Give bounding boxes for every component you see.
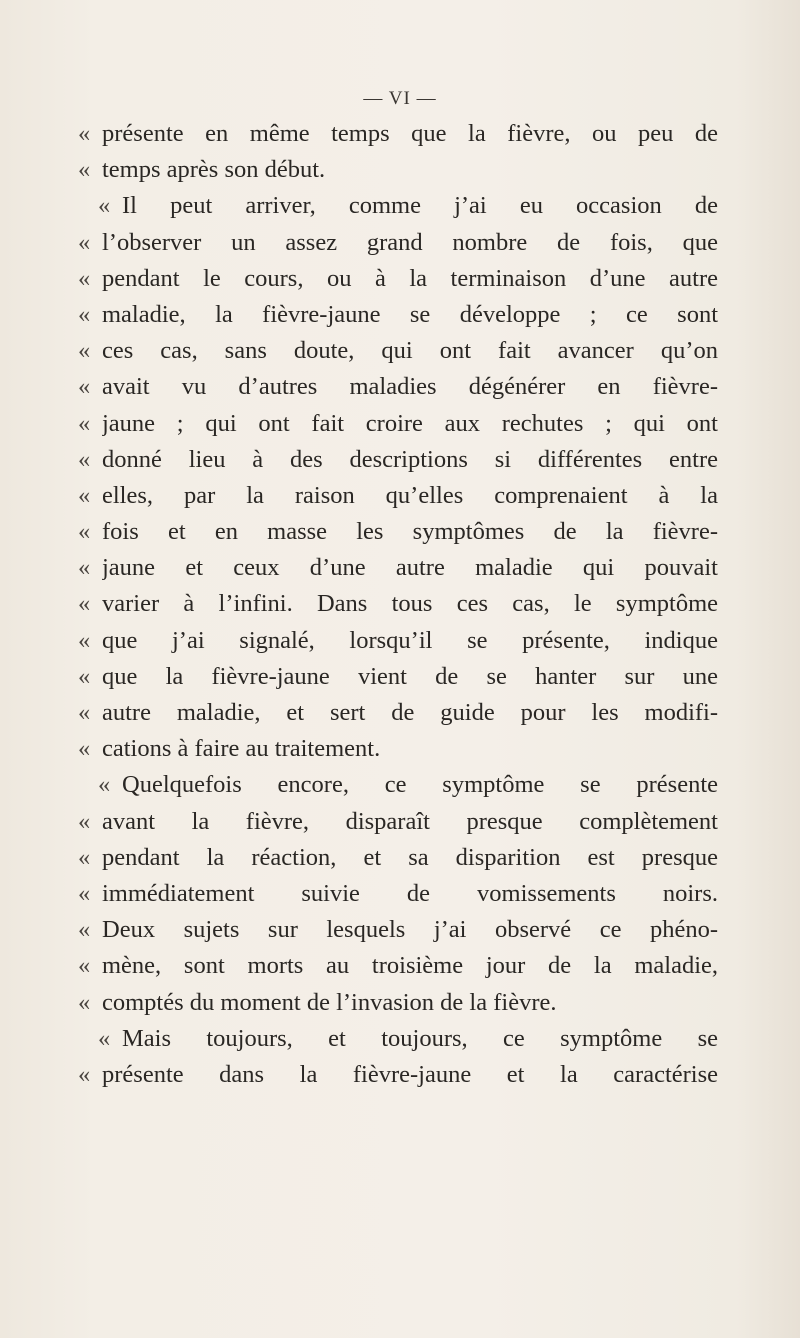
text-line xyxy=(78,948,718,984)
line-text: donné lieu à des descriptions si différentes entre xyxy=(102,445,718,473)
line-text: jaune et ceux d’une autre maladie qui pouvait xyxy=(102,554,718,582)
quote-mark: « xyxy=(78,373,91,401)
text-line xyxy=(78,586,718,622)
body-text xyxy=(78,116,718,1093)
quote-mark: « xyxy=(78,228,91,256)
line-text: présente en même temps que la fièvre, ou peu de xyxy=(102,120,718,147)
line-text: avant la fièvre, disparaît presque complètement xyxy=(102,807,718,835)
text-line xyxy=(78,261,718,297)
line-text: que la fièvre-jaune vient de se hanter sur une xyxy=(102,662,718,690)
text-line xyxy=(78,767,718,803)
quote-mark: « xyxy=(78,807,91,835)
line-text: elles, par la raison qu’elles comprenaient à la xyxy=(102,481,718,509)
quote-mark: « xyxy=(78,662,91,690)
page-number: — VI — xyxy=(363,88,437,109)
quote-mark: « xyxy=(78,156,91,184)
quote-mark: « xyxy=(78,409,91,437)
line-text: temps après son début. xyxy=(102,156,326,184)
text-line xyxy=(78,297,718,333)
line-text: ces cas, sans doute, qui ont fait avancer qu’on xyxy=(102,337,718,365)
quote-mark: « xyxy=(78,300,91,328)
quote-mark: « xyxy=(78,264,91,292)
text-line xyxy=(78,623,718,659)
text-line xyxy=(78,912,718,948)
quote-mark: « xyxy=(78,554,91,582)
text-line xyxy=(78,731,718,767)
quote-mark: « xyxy=(78,843,91,871)
line-text: Il peut arriver, comme j’ai eu occasion de xyxy=(122,192,718,220)
text-line xyxy=(78,442,718,478)
line-text: pendant la réaction, et sa disparition est presque xyxy=(102,843,718,871)
text-line xyxy=(78,478,718,514)
text-line xyxy=(78,188,718,224)
line-text: autre maladie, et sert de guide pour les modifi- xyxy=(102,699,718,726)
quote-mark: « xyxy=(98,192,111,220)
line-text: fois et en masse les symptômes de la fièvre- xyxy=(102,518,718,546)
quote-mark: « xyxy=(78,879,91,907)
quote-mark: « xyxy=(78,626,91,654)
text-line xyxy=(78,225,718,261)
quote-mark: « xyxy=(78,481,91,509)
quote-mark: « xyxy=(78,1060,91,1088)
quote-mark: « xyxy=(78,916,91,944)
quote-mark: « xyxy=(98,1024,111,1052)
line-text: cations à faire au traitement. xyxy=(102,735,381,763)
line-text: Deux sujets sur lesquels j’ai observé ce phéno- xyxy=(102,916,718,944)
quote-mark: « xyxy=(78,952,91,980)
line-text: maladie, la fièvre-jaune se développe ; ce sont xyxy=(102,300,718,328)
text-line xyxy=(78,550,718,586)
line-text: varier à l’infini. Dans tous ces cas, le symptôme xyxy=(102,590,718,618)
text-line xyxy=(78,406,718,442)
line-text: Quelquefois encore, ce symptôme se présente xyxy=(122,771,718,799)
line-text: présente dans la fièvre-jaune et la caractérise xyxy=(102,1060,718,1088)
quote-mark: « xyxy=(78,120,91,147)
quote-mark: « xyxy=(78,445,91,473)
text-line xyxy=(78,514,718,550)
text-line xyxy=(78,985,718,1021)
quote-mark: « xyxy=(78,518,91,546)
line-text: mène, sont morts au troisième jour de la maladie, xyxy=(102,952,718,980)
line-text: comptés du moment de l’invasion de la fièvre. xyxy=(102,988,557,1016)
line-text: que j’ai signalé, lorsqu’il se présente, indique xyxy=(102,626,718,654)
quote-mark: « xyxy=(98,771,111,799)
text-line xyxy=(78,1057,718,1093)
line-text: pendant le cours, ou à la terminaison d’une autre xyxy=(102,264,718,292)
line-text: l’observer un assez grand nombre de fois, que xyxy=(102,228,718,256)
quote-mark: « xyxy=(78,735,91,763)
text-line xyxy=(78,369,718,405)
quote-mark: « xyxy=(78,590,91,618)
quote-mark: « xyxy=(78,699,91,726)
text-line xyxy=(78,333,718,369)
line-text: Mais toujours, et toujours, ce symptôme se xyxy=(122,1024,718,1052)
line-text: jaune ; qui ont fait croire aux rechutes ; qui ont xyxy=(102,409,718,437)
text-line xyxy=(78,876,718,912)
text-line xyxy=(78,116,718,152)
text-line xyxy=(78,695,718,731)
quote-mark: « xyxy=(78,988,91,1016)
text-line xyxy=(78,804,718,840)
line-text: immédiatement suivie de vomissements noirs. xyxy=(102,879,718,907)
text-line xyxy=(78,840,718,876)
quote-mark: « xyxy=(78,337,91,365)
text-line xyxy=(78,1021,718,1057)
line-text: avait vu d’autres maladies dégénérer en fièvre- xyxy=(102,373,718,401)
text-line xyxy=(78,152,718,188)
text-line xyxy=(78,659,718,695)
